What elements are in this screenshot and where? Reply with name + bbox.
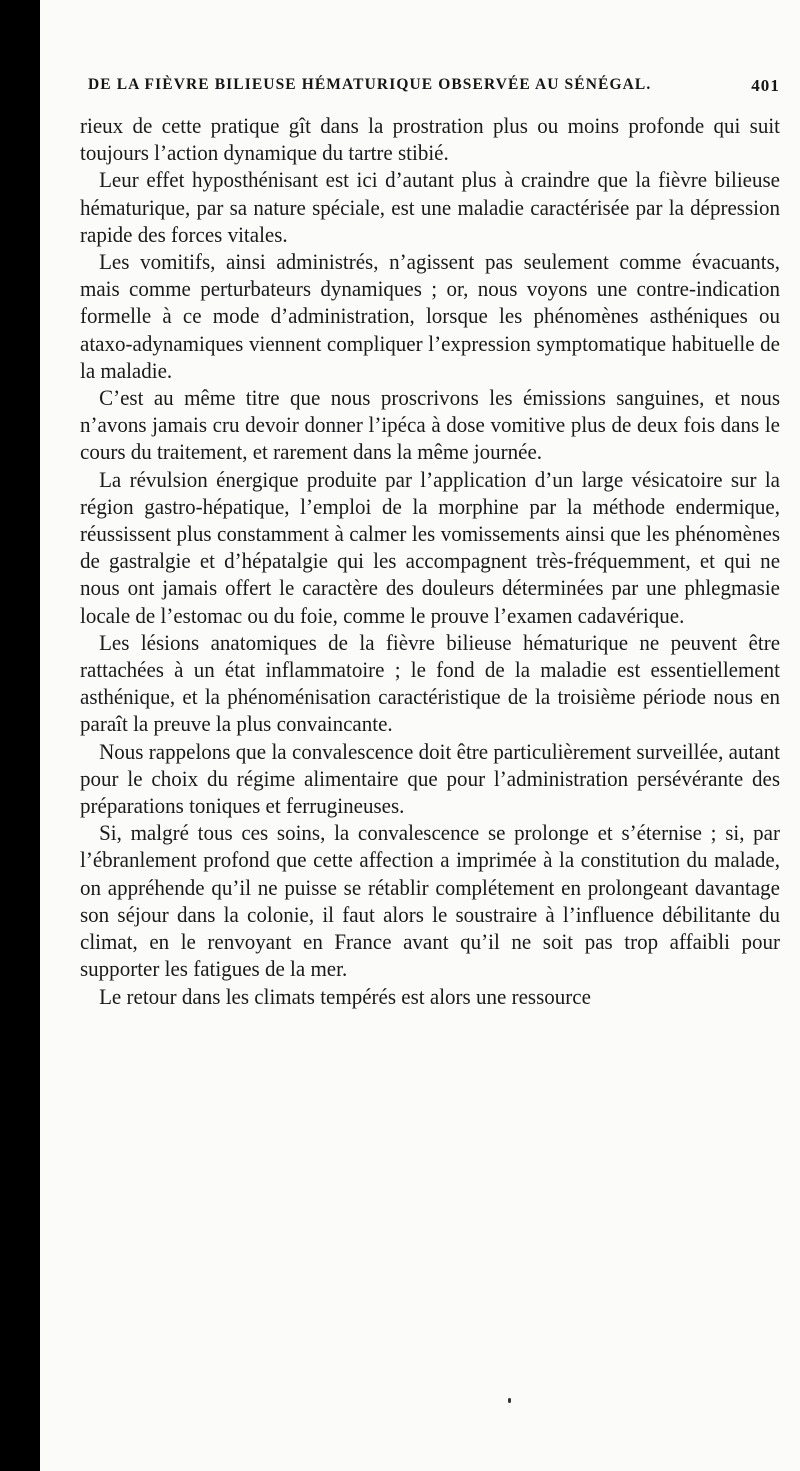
paragraph-1: rieux de cette pratique gît dans la prostration plus ou moins profonde qui suit toujours l’action dynamique du tartre stibié. bbox=[80, 113, 781, 166]
ink-speck bbox=[508, 1398, 511, 1403]
running-title: DE LA FIÈVRE BILIEUSE HÉMATURIQUE OBSERVÉE AU SÉNÉGAL. bbox=[88, 76, 652, 93]
paragraph-3: Les vomitifs, ainsi administrés, n’agissent pas seulement comme évacuants, mais comme perturbateurs dynamiques ; or, nous voyons une contre-indication formelle à ce mode d’administration, lorsque les phénomènes asthéniques ou ataxo-adynamiques viennent compliquer l’expression symptomatique habituelle de la maladie. bbox=[80, 249, 781, 383]
paragraph-9: Le retour dans les climats tempérés est alors une ressource bbox=[99, 983, 591, 1009]
paragraph-6: Les lésions anatomiques de la fièvre bilieuse hématurique ne peuvent être rattachées à un état inflammatoire ; le fond de la maladie est essentiellement asthénique, et la phénoménisation caractéristique de la troisième période nous en paraît la preuve la plus convaincante. bbox=[80, 629, 781, 737]
paragraph-4: C’est au même titre que nous proscrivons les émissions sanguines, et nous n’avons jamais cru devoir donner l’ipéca à dose vomitive plus de deux fois dans le cours du traitement, et rarement dans la même journée. bbox=[80, 385, 781, 465]
paragraph-2: Leur effet hyposthénisant est ici d’autant plus à craindre que la fièvre bilieuse hématurique, par sa nature spéciale, est une maladie caractérisée par la dépression rapide des forces vitales. bbox=[80, 167, 781, 247]
paragraph-5: La révulsion énergique produite par l’application d’un large vésicatoire sur la région gastro-hépatique, l’emploi de la morphine par la méthode endermique, réussissent plus constamment à calmer les vomissements ainsi que les phénomènes de gastralgie et d’hépatalgie qui les accompagnent très-fréquemment, et qui ne nous ont jamais offert le caractère des douleurs déterminées par une phlegmasie locale de l’estomac ou du foie, comme le prouve l’examen cadavérique. bbox=[80, 466, 781, 628]
body-text bbox=[80, 112, 780, 1010]
page-number: 401 bbox=[751, 76, 780, 95]
page-header bbox=[88, 76, 780, 102]
paragraph-8: Si, malgré tous ces soins, la convalescence se prolonge et s’éternise ; si, par l’ébranlement profond que cette affection a imprimée à la constitution du malade, on appréhende qu’il ne puisse se rétablir complétement en prolongeant davantage son séjour dans la colonie, il faut alors le soustraire à l’influence débilitante du climat, en le renvoyant en France avant qu’il ne soit pas trop affaibli pour supporter les fatigues de la mer. bbox=[80, 820, 781, 982]
paragraph-7: Nous rappelons que la convalescence doit être particulièrement surveillée, autant pour le choix du régime alimentaire que pour l’administration persévérante des préparations toniques et ferrugineuses. bbox=[80, 738, 781, 819]
book-page bbox=[40, 0, 800, 1471]
